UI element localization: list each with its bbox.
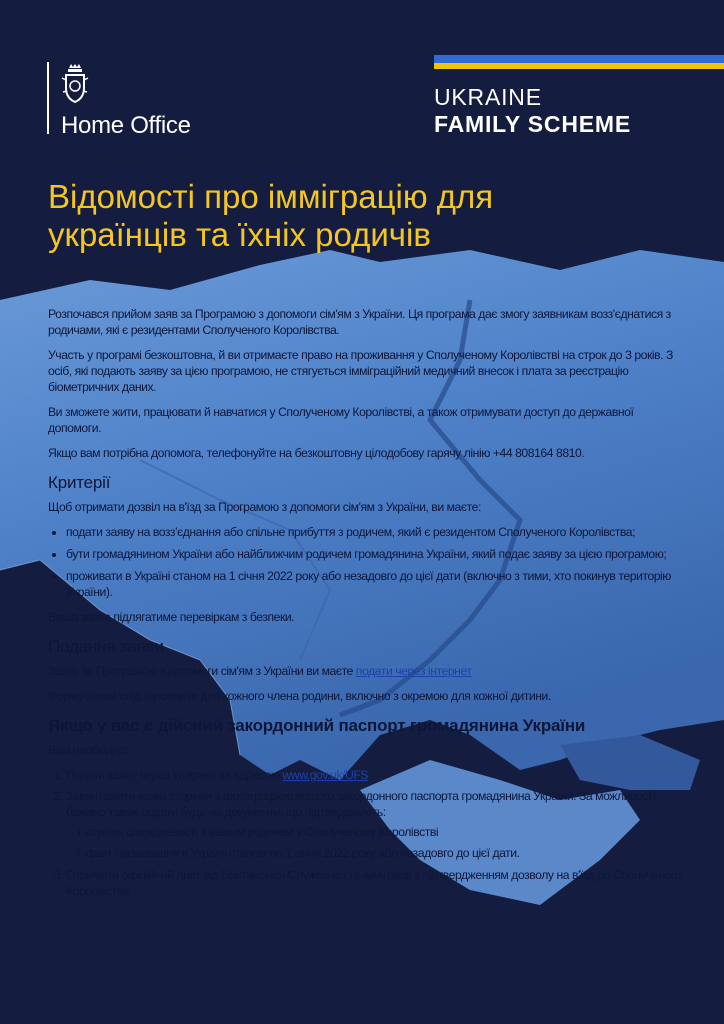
passport-step-2 (66, 788, 688, 861)
passport-step-1 (66, 767, 688, 783)
intro-paragraph-3: Ви зможете жити, працювати й навчатися у Сполученому Королівстві, а також отримувати доступ до державної допомоги. (48, 405, 634, 435)
passport-heading: Якщо у вас є дійсний закордонний паспорт громадянина України (48, 716, 586, 735)
page-title-line2: українців та їхніх родичів (48, 216, 431, 253)
page-title (48, 178, 688, 254)
body-content (48, 306, 688, 905)
page-title-line1: Відомості про імміграцію для (48, 178, 494, 215)
apply-paragraph-1 (48, 663, 688, 679)
document-sub-item: i. ступінь спорідненості з вашим родичем у Сполученому Королівстві (86, 824, 688, 840)
step-2-text: Завантажити копію сторінки з фотографією вашого закордонного паспорта громадянина України. За можливості бажано також подати будь-які документи, що підтверджують: (66, 789, 656, 819)
gov-uk-ufs-link[interactable]: www.gov.uk/UFS (282, 768, 368, 782)
apply-paragraph-text: Заяву за Програмою з допомоги сім'ям з України ви маєте (48, 664, 356, 678)
ukraine-flag-stripe (434, 55, 724, 71)
flag-blue-stripe (434, 55, 724, 63)
home-office-label: Home Office (61, 112, 191, 139)
criteria-lead: Щоб отримати дозвіл на в'їзд за Програмою з допомоги сім'ям з України, ви маєте: (48, 500, 481, 514)
intro-paragraph-2: Участь у програмі безкоштовна, й ви отримаєте право на проживання у Сполученому Королівстві на строк до 3 років. З осіб, які подають заяву за цією програмою, не стягується імміграційний медичний внесок і плата за реєстрацію біометричних даних. (48, 348, 673, 394)
criteria-item: • проживати в Україні станом на 1 січня 2022 року або незадовго до цієї дати (включно з тими, хто покинув територію України). (66, 568, 688, 600)
home-office-logo (47, 62, 247, 142)
passport-steps (48, 767, 688, 899)
passport-step-3: 3. Отримати офіційний лист від Британської Служби віз та імміграції з підтвердженням дозволу на в'їзд до Сполученого Королівства. (66, 867, 688, 899)
logo-divider (47, 62, 49, 134)
scheme-title-line1: UKRAINE (434, 84, 542, 110)
scheme-title (434, 84, 631, 138)
intro-paragraph-1: Розпочався прийом заяв за Програмою з допомоги сім'ям з України. Ця програма дає змогу заявникам возз'єднатися з родичами, які є резидентами Сполученого Королівства. (48, 307, 671, 337)
flag-yellow-stripe (434, 63, 724, 69)
apply-online-link[interactable]: подати через інтернет (355, 664, 472, 678)
apply-paragraph-2: Форму заяви слід заповнити для кожного члена родини, включно з окремою для кожної дитини. (48, 689, 551, 703)
passport-lead: Вам необхідно: (48, 743, 129, 757)
criteria-item: • подати заяву на возз'єднання або спільне прибуття з родичем, який є резидентом Сполученого Королівства; (66, 524, 688, 540)
criteria-item: • бути громадянином України або найближчим родичем громадянина України, який подає заяву за цією програмою; (66, 546, 688, 562)
document-sub-item: ii. факт проживання в Україні станом на 1 січня 2022 року або незадовго до цієї дати. (86, 845, 688, 861)
apply-heading: Подання заяви (48, 637, 164, 656)
royal-crest-icon (61, 64, 89, 104)
criteria-list (48, 524, 688, 600)
scheme-title-line2: FAMILY SCHEME (434, 111, 631, 137)
step-1-text: Подати заяву через інтернет за адресою (66, 768, 283, 782)
document-sub-list (66, 824, 688, 861)
helpline-paragraph: Якщо вам потрібна допомога, телефонуйте на безкоштовну цілодобову гарячу лінію +44 808164 8810. (48, 446, 585, 460)
security-check-note: Ваша заява підлягатиме перевіркам з безпеки. (48, 610, 295, 624)
criteria-heading: Критерії (48, 473, 111, 492)
